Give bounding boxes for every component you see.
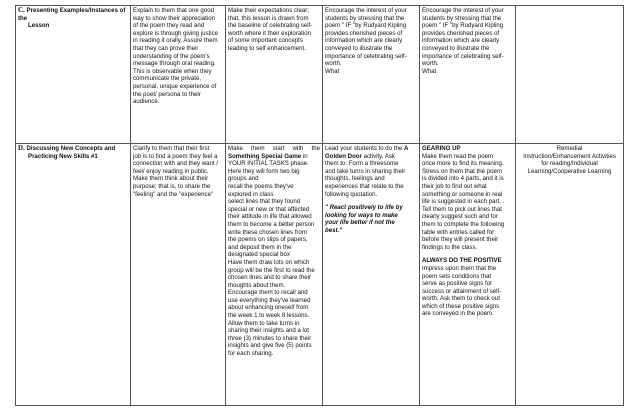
text-line: in reading it orally. Assure them <box>133 37 218 45</box>
row-d-col3 <box>323 144 420 406</box>
always-do-positive-heading: ALWAYS DO THE POSITIVE <box>422 257 502 265</box>
text-line: following quotation. <box>325 190 378 198</box>
text-line: YOUR INITIAL TASKS phase. <box>228 160 309 168</box>
text-line: Learning/Cooperative Learning <box>527 167 612 175</box>
text-line: Make their expectations clear; <box>228 7 309 14</box>
row-d-col2 <box>226 144 323 406</box>
text-line: table with entries called for <box>422 228 495 236</box>
text-line: Here they will form two big <box>228 167 300 175</box>
row-d-label-line2: Practicing New Skills #1 <box>28 152 98 160</box>
text-line: their attitude in life that allowed <box>228 213 312 221</box>
text-line: importance of celebrating self- <box>325 52 407 60</box>
row-d-col4 <box>420 144 516 406</box>
text-line: Remedial <box>556 145 583 152</box>
text-line: message through oral reading. <box>133 60 216 68</box>
row-d-letter: D. <box>18 144 25 152</box>
text-line: experiences that relate to the <box>325 182 404 190</box>
text-line: Tell them to pick out lines that <box>422 205 502 213</box>
text-line: select lines that they found <box>228 198 301 206</box>
text-line: and take turns in sharing their <box>325 167 406 175</box>
text-line: What <box>325 67 340 75</box>
text-line: findings to the class. <box>422 243 478 251</box>
col3-activity-title: Golden Door <box>325 152 362 160</box>
text-line: serve as positive signs for <box>422 280 493 288</box>
row-c-col1 <box>131 6 226 144</box>
text-line: leading to self enhancement. <box>228 44 306 52</box>
row-c-label <box>16 6 131 144</box>
text-line: sharing their insights and a lot <box>228 327 309 335</box>
text-line: your life better if not the <box>325 219 395 227</box>
text-line: Encourage the interest of your <box>325 7 407 14</box>
text-line: for reading/Individual <box>541 160 598 168</box>
text-line: for each sharing. <box>228 350 274 358</box>
text-line: thoughts about them. <box>228 281 286 289</box>
row-c-label-line2: Lesson <box>28 22 50 30</box>
text-line: audience. <box>133 98 160 106</box>
text-line: use everything they've learned <box>228 296 311 304</box>
text-line: special or new or that affected <box>228 205 310 213</box>
text-line: " React positively to life by <box>325 204 403 212</box>
text-line: Make them read the poem <box>422 152 494 160</box>
text-line: life is suggested in each part. . <box>422 198 505 206</box>
text-line: Have them draw lots on which <box>228 258 310 266</box>
text-line: worth where it their exploration <box>228 29 311 37</box>
text-line: which of these positive signs <box>422 302 500 310</box>
col3-intro-a: A <box>403 145 409 152</box>
text-line: "feeling" and the "experience" <box>133 190 214 198</box>
text-line: Impress upon them that the <box>422 264 497 272</box>
text-line: This is observable when they <box>133 67 212 75</box>
gearing-up-heading: GEARING UP <box>422 145 461 152</box>
row-c <box>16 6 624 144</box>
text-line: Instruction/Enhancement Activities <box>523 152 616 160</box>
text-line: poem " IF "by Rudyard Kipling <box>325 22 407 30</box>
text-line: them to complete the following <box>422 220 505 228</box>
col3-intro-text: Lead your students to do the <box>325 145 404 152</box>
text-line: the poems on slips of papers, <box>228 236 308 244</box>
text-line: connection with and they want / <box>133 160 219 168</box>
text-line: three (3) minutes to share their <box>228 334 312 342</box>
text-line: is divided into 4 parts, and it is <box>422 175 504 183</box>
text-line: recall the poems they've <box>228 182 294 190</box>
text-line: worth. <box>422 60 439 68</box>
text-line: Stress on them that the poem <box>422 167 502 175</box>
text-line: about enhancing oneself from <box>228 304 309 312</box>
row-d-col2-intro <box>228 145 320 160</box>
text-line: are conveyed in the poem. <box>422 310 494 318</box>
text-line: that, this lesson is drawn from <box>228 14 309 22</box>
text-line: once more to find its meaning. <box>422 160 504 168</box>
row-d-label-line1: Discussing New Concepts and <box>26 145 116 152</box>
text-line: Encourage the interest of your <box>422 7 504 14</box>
text-line: success or attainment of self- <box>422 287 502 295</box>
row-c-col2 <box>226 6 323 144</box>
text-line: feel/ enjoy reading in public. <box>133 167 209 175</box>
text-line: importance of celebrating self- <box>422 52 504 60</box>
text-line: of some important concepts <box>228 37 303 45</box>
text-line: clearly suggest such and for <box>422 213 498 221</box>
text-line: best." <box>325 226 343 234</box>
text-line: Allow them to take turns in <box>228 319 300 327</box>
text-line: information which are clearly <box>422 37 500 45</box>
row-d-col1 <box>131 144 226 406</box>
text-line: What <box>422 67 437 75</box>
col3-intro-tail: activity. Ask <box>361 152 395 160</box>
text-line: job is to find a poem they feel a <box>133 152 218 160</box>
text-line: poem sets conditions that <box>422 272 492 280</box>
text-line: write these chosen lines from <box>228 228 307 236</box>
text-line: information which are clearly <box>325 37 403 45</box>
text-line: designated special box <box>228 251 290 259</box>
text-line: worth. Ask them to check out <box>422 295 500 303</box>
text-line: Clarify to them that their first <box>133 145 210 152</box>
text-line: Make them think about their <box>133 175 209 183</box>
text-line: groups and <box>228 175 259 183</box>
row-d-label <box>16 144 131 406</box>
text-line: the poet/ persona to their <box>133 90 201 98</box>
lesson-plan-table <box>15 5 624 406</box>
text-line: that they can prove their <box>133 44 199 52</box>
text-line: Encourage them to recall and <box>228 289 308 297</box>
row-d-col3-intro2 <box>325 153 417 161</box>
text-line: students by stressing that the <box>325 14 405 22</box>
text-line: their job to find out what <box>422 182 487 190</box>
text-line: understanding of the poem's <box>133 52 210 60</box>
text-line: of the poem they read and <box>133 22 205 30</box>
text-line: provides cherished pieces of <box>325 29 403 37</box>
text-line: the week 1 to week 8 lessons. <box>228 312 310 320</box>
text-line: worth. <box>325 60 342 68</box>
text-line: something or someone in real <box>422 190 503 198</box>
row-d-col5 <box>516 144 624 406</box>
row-d-col3-intro <box>325 145 417 153</box>
text-line: them to become a better person <box>228 220 315 228</box>
row-c-col5 <box>516 6 624 144</box>
text-line: chosen lines and to share their <box>228 274 311 282</box>
text-line: provides cherished pieces of <box>422 29 500 37</box>
text-line: before they will present their <box>422 236 499 244</box>
text-line: communicate the private, <box>133 75 202 83</box>
text-line: the baseline of celebrating self- <box>228 22 313 30</box>
text-line: insights and give five (5) points <box>228 342 312 350</box>
text-line: personal, unique experience of <box>133 82 217 90</box>
text-line: explore is through giving justice <box>133 29 219 37</box>
text-line: conveyed to illustrate the <box>325 44 393 52</box>
row-c-label-line1: Presenting Examples/Instances of the <box>18 7 126 22</box>
text-line: students by stressing that the <box>422 14 502 22</box>
col2-intro-tail: in <box>301 152 308 160</box>
text-line: thoughts, feelings and <box>325 175 385 183</box>
text-line: explored in class <box>228 190 274 198</box>
text-line: looking for ways to make <box>325 211 398 219</box>
row-d <box>16 144 624 406</box>
row-c-letter: C. <box>18 6 25 14</box>
col2-intro-text: Make them start with the <box>228 145 320 152</box>
row-c-col3 <box>323 6 420 144</box>
text-line: conveyed to illustrate the <box>422 44 490 52</box>
text-line: purpose; that is, to share the <box>133 182 211 190</box>
text-line: poem " IF "by Rudyard Kipling <box>422 22 504 30</box>
row-c-col4 <box>420 6 516 144</box>
text-line: Explain to them that one good <box>133 7 214 14</box>
col2-intro-game-title: Something Special Game <box>228 152 302 160</box>
text-line: way to show their appreciation <box>133 14 215 22</box>
text-line: and deposit them in the <box>228 243 292 251</box>
text-line: them to: Form a threesome <box>325 160 399 168</box>
text-line: group will be the first to read the <box>228 266 315 274</box>
